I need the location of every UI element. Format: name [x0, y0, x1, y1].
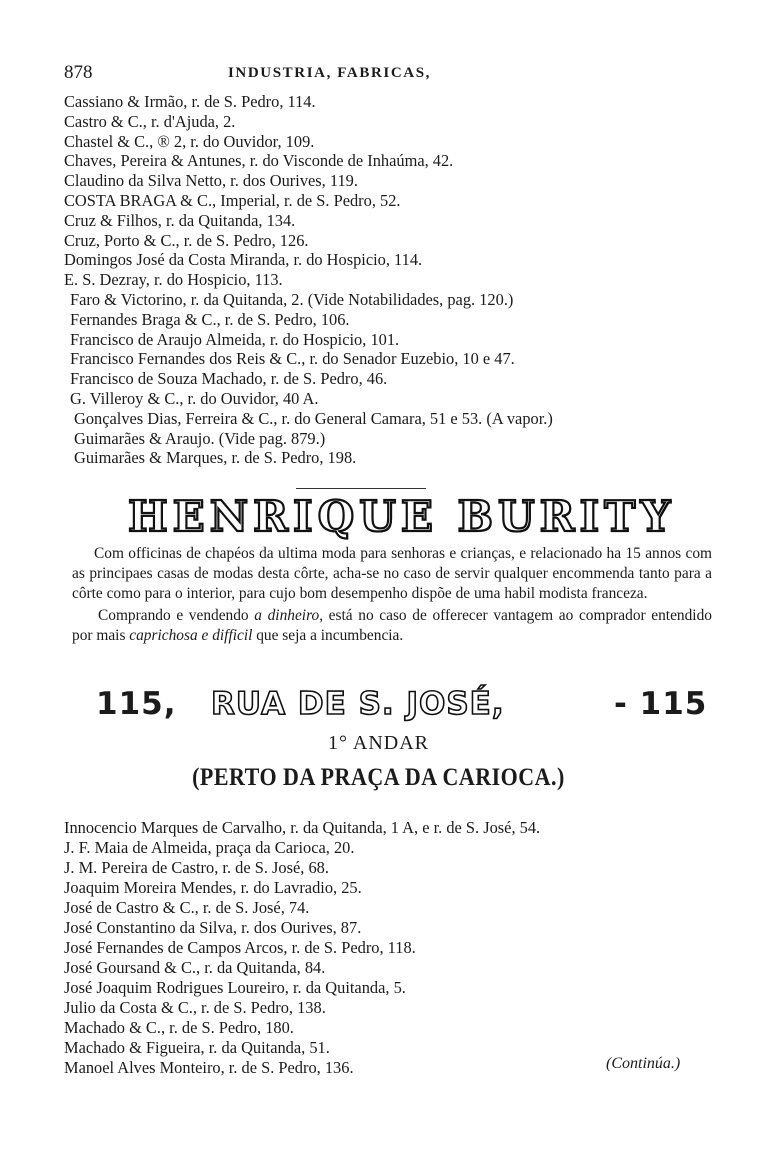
- list-item: Julio da Costa & C., r. de S. Pedro, 138.: [64, 998, 326, 1017]
- running-head: INDUSTRIA, FABRICAS,: [228, 65, 431, 81]
- list-item: Machado & Figueira, r. da Quitanda, 51.: [64, 1038, 330, 1057]
- list-item: Chaves, Pereira & Antunes, r. do Visconde de Inhaúma, 42.: [64, 151, 454, 171]
- address-street: RUA DE S. JOSÉ,: [211, 686, 505, 722]
- list-item: José de Castro & C., r. de S. José, 74.: [64, 898, 310, 917]
- list-item: Francisco de Araujo Almeida, r. do Hospicio, 101.: [70, 329, 400, 349]
- list-item: Claudino da Silva Netto, r. dos Ourives, 119.: [64, 171, 358, 191]
- list-item: José Constantino da Silva, r. dos Ourives, 87.: [64, 918, 362, 937]
- advert-emphasis: a dinheiro: [254, 607, 320, 624]
- list-item: Chastel & C., ® 2, r. do Ouvidor, 109.: [64, 131, 315, 151]
- directory-list-bottom: [64, 818, 540, 1078]
- list-item: G. Villeroy & C., r. do Ouvidor, 40 A.: [70, 388, 319, 408]
- list-item: J. F. Maia de Almeida, praça da Carioca, 20.: [64, 838, 355, 857]
- advert-title: HENRIQUE BURITY: [128, 492, 676, 541]
- list-item: Francisco de Souza Machado, r. de S. Pedro, 46.: [70, 369, 388, 389]
- directory-list-top: [64, 92, 553, 468]
- list-item: Cruz & Filhos, r. da Quitanda, 134.: [64, 210, 296, 230]
- list-item: Machado & C., r. de S. Pedro, 180.: [64, 1018, 294, 1037]
- address-number-right: - 115: [614, 686, 708, 722]
- list-item: Innocencio Marques de Carvalho, r. da Quitanda, 1 A, e r. de S. José, 54.: [64, 818, 541, 837]
- list-item: Faro & Victorino, r. da Quitanda, 2. (Vide Notabilidades, pag. 120.): [70, 289, 514, 309]
- advert-emphasis: caprichosa e difficil: [129, 627, 253, 644]
- list-item: Cassiano & Irmão, r. de S. Pedro, 114.: [64, 92, 316, 111]
- list-item: José Joaquim Rodrigues Loureiro, r. da Quitanda, 5.: [64, 978, 406, 997]
- list-item: COSTA BRAGA & C., Imperial, r. de S. Pedro, 52.: [64, 190, 401, 210]
- advert-divider: [296, 488, 426, 489]
- page-header: [64, 62, 524, 88]
- list-item: José Goursand & C., r. da Quitanda, 84.: [64, 958, 326, 977]
- continued-note: (Continúa.): [606, 1055, 681, 1072]
- advert-location-note: (PERTO DA PRAÇA DA CARIOCA.): [192, 762, 565, 791]
- list-item: Gonçalves Dias, Ferreira & C., r. do General Camara, 51 e 53. (A vapor.): [74, 408, 553, 428]
- list-item: José Fernandes de Campos Arcos, r. de S. Pedro, 118.: [64, 938, 416, 957]
- list-item: Manoel Alves Monteiro, r. de S. Pedro, 136.: [64, 1058, 354, 1077]
- list-item: Castro & C., r. d'Ajuda, 2.: [64, 111, 236, 131]
- list-item: E. S. Dezray, r. do Hospicio, 113.: [64, 270, 283, 290]
- advert-paragraph-2: [72, 606, 712, 646]
- list-item: Fernandes Braga & C., r. de S. Pedro, 106.: [70, 309, 350, 329]
- advert-body: [72, 544, 712, 646]
- list-item: Guimarães & Araujo. (Vide pag. 879.): [74, 428, 326, 448]
- list-item: Guimarães & Marques, r. de S. Pedro, 198.: [74, 448, 357, 468]
- list-item: Francisco Fernandes dos Reis & C., r. do Senador Euzebio, 10 e 47.: [70, 349, 515, 369]
- advert-floor: 1° ANDAR: [327, 732, 429, 754]
- list-item: Domingos José da Costa Miranda, r. do Hospicio, 114.: [64, 250, 423, 270]
- advert-text: , está no caso de offerecer vantagem ao comprador entendido por mais: [72, 607, 712, 644]
- advert-text: que seja a incumbencia.: [252, 627, 404, 644]
- list-item: Cruz, Porto & C., r. de S. Pedro, 126.: [64, 230, 309, 250]
- list-item: Joaquim Moreira Mendes, r. do Lavradio, 25.: [64, 878, 362, 897]
- list-item: J. M. Pereira de Castro, r. de S. José, 68.: [64, 858, 329, 877]
- advert-paragraph-1: Com officinas de chapéos da ultima moda para senhoras e crianças, e relacionado ha 15 annos com as principaes casas de modas desta côrte, acha-se no caso de servir qualquer encommenda tanto para a côrte como para o interior, para cujo bom desempenho dispõe de uma habil modista franceza.: [72, 545, 712, 602]
- advert-text: Comprando e vendendo: [98, 607, 255, 624]
- address-number-left: 115,: [96, 686, 177, 722]
- page-number: 878: [64, 62, 93, 83]
